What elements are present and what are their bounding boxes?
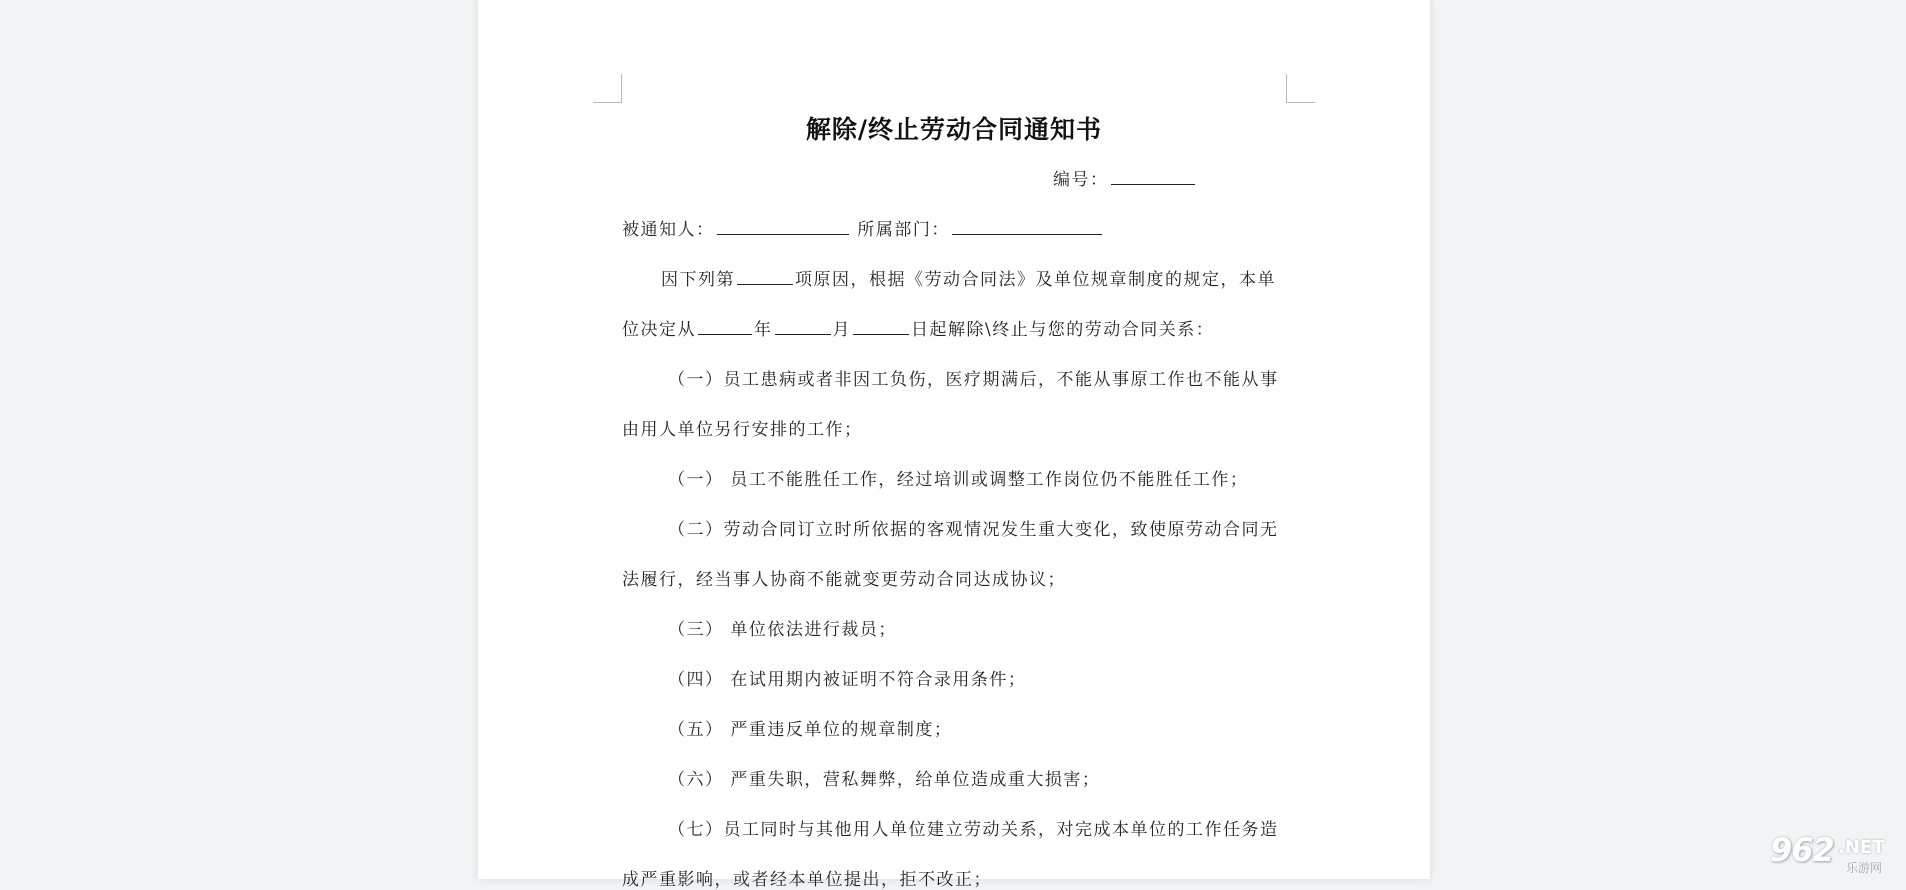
number-label: 编号： — [1053, 170, 1109, 190]
notified-line — [622, 215, 1104, 240]
item-line: 由用人单位另行安排的工作； — [622, 420, 863, 440]
crop-mark-top-right — [1286, 74, 1315, 103]
site-watermark-logo — [1770, 831, 1900, 875]
document-page — [478, 0, 1430, 890]
para1-line2-pre: 位决定从 — [622, 320, 696, 340]
para1-line2 — [622, 315, 1214, 340]
item-line: 法履行，经当事人协商不能就变更劳动合同达成协议； — [622, 570, 1066, 590]
month-label: 月 — [832, 320, 851, 340]
department-blank — [952, 218, 1102, 235]
number-line — [1053, 165, 1197, 190]
para1-line1 — [661, 265, 1276, 290]
watermark-number: 962 — [1770, 831, 1834, 869]
para1-line2-post: 日起解除\终止与您的劳动合同关系： — [911, 320, 1215, 340]
crop-mark-top-left — [593, 74, 622, 103]
notified-label: 被通知人： — [622, 220, 715, 240]
item-line: （六） 严重失职，营私舞弊，给单位造成重大损害； — [668, 770, 1101, 790]
watermark-net: .NET — [1838, 837, 1885, 858]
item-line: 成严重影响，或者经本单位提出，拒不改正； — [622, 870, 992, 890]
watermark-site-name: 乐游网 — [1846, 861, 1883, 875]
para1-line1-pre: 因下列第 — [661, 270, 735, 290]
para1-line1-post: 项原因，根据《劳动合同法》及单位规章制度的规定，本单 — [795, 270, 1276, 290]
year-label: 年 — [754, 320, 773, 340]
item-line: （五） 严重违反单位的规章制度； — [668, 720, 953, 740]
item-line: （二）劳动合同订立时所依据的客观情况发生重大变化，致使原劳动合同无 — [668, 520, 1279, 540]
item-line: （四） 在试用期内被证明不符合录用条件； — [668, 670, 1027, 690]
notified-blank — [717, 218, 849, 235]
item-line: （一） 员工不能胜任工作，经过培训或调整工作岗位仍不能胜任工作； — [668, 470, 1249, 490]
day-blank — [853, 318, 909, 335]
month-blank — [775, 318, 831, 335]
item-line: （一）员工患病或者非因工负伤，医疗期满后，不能从事原工作也不能从事 — [668, 370, 1279, 390]
item-line: （七）员工同时与其他用人单位建立劳动关系，对完成本单位的工作任务造 — [668, 820, 1279, 840]
year-blank — [698, 318, 752, 335]
department-label: 所属部门： — [857, 220, 950, 240]
item-number-blank — [737, 268, 793, 285]
document-title: 解除/终止劳动合同通知书 — [805, 115, 1103, 144]
item-line: （三） 单位依法进行裁员； — [668, 620, 897, 640]
number-blank — [1111, 168, 1195, 185]
